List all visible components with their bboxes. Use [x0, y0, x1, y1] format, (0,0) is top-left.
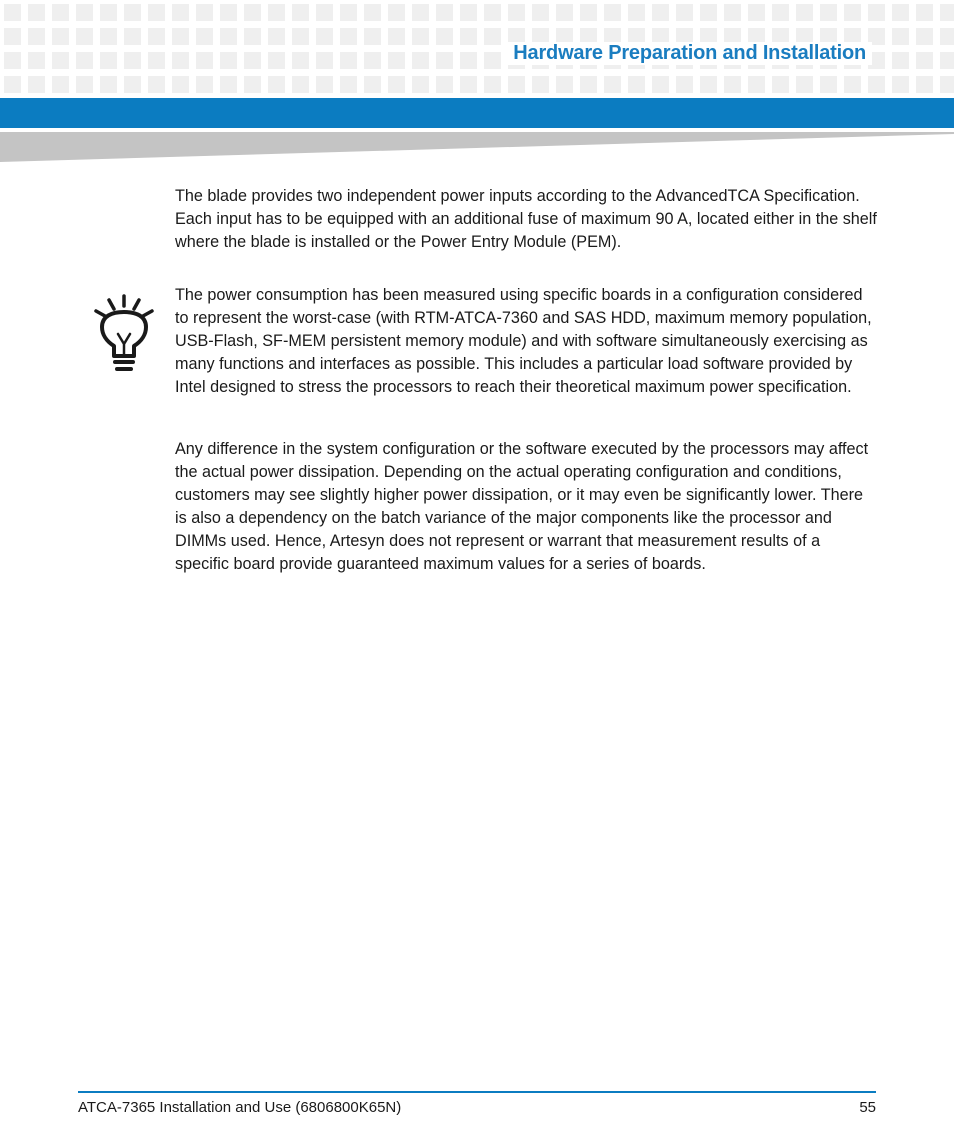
header-grid-square — [940, 28, 954, 45]
header-grid-square — [100, 28, 117, 45]
header-grid-square — [364, 52, 381, 69]
header-grid-square — [388, 28, 405, 45]
header-grid-square — [292, 4, 309, 21]
header-grid-square — [460, 52, 477, 69]
header-grey-wedge — [0, 132, 954, 164]
header-grid-square — [148, 52, 165, 69]
header-grid-square — [4, 76, 21, 93]
header-grid-square — [940, 76, 954, 93]
header-grid-square — [892, 4, 909, 21]
header-grid-square — [268, 28, 285, 45]
header-grid-square — [412, 52, 429, 69]
footer-page-number: 55 — [859, 1099, 876, 1116]
header-grid-square — [604, 76, 621, 93]
header-grid-square — [148, 28, 165, 45]
header-grid-square — [4, 4, 21, 21]
header-grid-square — [316, 76, 333, 93]
header-grid-square — [460, 4, 477, 21]
header-grid-square — [244, 76, 261, 93]
header-grid-square — [532, 76, 549, 93]
header-grid-square — [916, 28, 933, 45]
header-grid-square — [76, 52, 93, 69]
header-grid-square — [604, 4, 621, 21]
header-grid-square — [916, 52, 933, 69]
header-grid-square — [748, 76, 765, 93]
header-grid-square — [364, 76, 381, 93]
header-grid-square — [580, 4, 597, 21]
header-grid-square — [484, 76, 501, 93]
header-grid-square — [916, 76, 933, 93]
header-grid-square — [892, 76, 909, 93]
note-measurement-text: The power consumption has been measured using specific boards in a configuration considered to represent the worst-case (with RTM-ATCA-7360 and SAS HDD, maximum memory population, USB-Flash, SF-MEM persistent memory module) and with software simultaneously exercising as many functions and interfaces as possible. This includes a particular load software provided by Intel designed to stress the processors to reach their theoretical maximum power specification. — [175, 286, 872, 396]
header-grid-square — [412, 76, 429, 93]
header-grid-square — [940, 52, 954, 69]
header-grid-square — [796, 4, 813, 21]
header-grid-square — [556, 76, 573, 93]
header-grid-square — [388, 76, 405, 93]
header-grid-square — [28, 4, 45, 21]
header-grid-square — [28, 28, 45, 45]
header-grid-square — [220, 52, 237, 69]
header-grid-square — [436, 4, 453, 21]
header-grid-square — [388, 4, 405, 21]
header-grid-square — [844, 4, 861, 21]
header-grid-square — [52, 52, 69, 69]
header-grid-square — [700, 4, 717, 21]
header-grid-square — [124, 4, 141, 21]
header-grid-square — [796, 76, 813, 93]
header-grid-square — [892, 52, 909, 69]
header-grid-square — [28, 76, 45, 93]
header-grid-square — [748, 4, 765, 21]
header-grid-square — [364, 4, 381, 21]
header-grid-square — [172, 76, 189, 93]
header-grid-square — [292, 52, 309, 69]
header-grid-square — [820, 4, 837, 21]
header-grid-square — [196, 28, 213, 45]
header-grid-square — [508, 76, 525, 93]
header-grid-square — [724, 76, 741, 93]
header-grid-square — [628, 76, 645, 93]
header-grid-square — [412, 4, 429, 21]
header-grid-square — [820, 76, 837, 93]
header-grid-square — [388, 52, 405, 69]
header-grid-square — [532, 4, 549, 21]
header-grid-square — [268, 76, 285, 93]
header-grid-square — [316, 52, 333, 69]
header-grid-square — [868, 76, 885, 93]
header-grid-square — [244, 4, 261, 21]
header-grid-square — [436, 52, 453, 69]
header-grid-square — [28, 52, 45, 69]
footer-document-title: ATCA-7365 Installation and Use (6806800K65N) — [78, 1099, 402, 1116]
header-grid-square — [364, 28, 381, 45]
intro-paragraph — [175, 185, 877, 254]
header-grid-square — [148, 76, 165, 93]
header-grid-square — [436, 76, 453, 93]
header-grid-square — [916, 4, 933, 21]
note-disclaimer-text: Any difference in the system configuration or the software executed by the processors may affect the actual power dissipation. Depending on the actual operating configuration and conditions, customers may see slightly higher power dissipation, or it may even be significantly lower. There is also a dependency on the batch variance of the major components like the processor and DIMMs used. Hence, Artesyn does not represent or warrant that measurement results of a specific board provide guaranteed maximum values for a series of boards. — [175, 440, 869, 573]
header-grid-square — [292, 28, 309, 45]
header-grid-square — [76, 76, 93, 93]
header-grid-square — [292, 76, 309, 93]
header-grid-square — [244, 52, 261, 69]
header-grid-square — [316, 28, 333, 45]
header-grid-square — [124, 52, 141, 69]
header-grid-square — [76, 4, 93, 21]
header-grid-square — [844, 76, 861, 93]
header-grid-square — [484, 52, 501, 69]
header-grid-square — [100, 52, 117, 69]
header-grid-square — [4, 52, 21, 69]
header-grid-square — [340, 4, 357, 21]
header-grid-square — [340, 28, 357, 45]
header-grid-square — [412, 28, 429, 45]
header-grid-square — [4, 28, 21, 45]
header-grid-square — [196, 4, 213, 21]
header-grid-square — [340, 76, 357, 93]
header-grid-square — [556, 4, 573, 21]
header-grid-square — [628, 4, 645, 21]
header-grid-square — [484, 4, 501, 21]
header-grid-square — [340, 52, 357, 69]
header-grid-square — [172, 28, 189, 45]
header-grid-square — [676, 76, 693, 93]
note-block — [175, 284, 877, 399]
header-grid-square — [940, 4, 954, 21]
header-grid-square — [196, 76, 213, 93]
header-grid-square — [124, 28, 141, 45]
header-grid-square — [724, 4, 741, 21]
header-grid-square — [220, 76, 237, 93]
header-grid-square — [460, 76, 477, 93]
header-grid-square — [700, 76, 717, 93]
header-grid-square — [52, 4, 69, 21]
header-grid-square — [652, 4, 669, 21]
header-grid-square — [508, 4, 525, 21]
header-grid-square — [52, 28, 69, 45]
header-grid-square — [268, 4, 285, 21]
header-grid-square — [172, 52, 189, 69]
header-grid-square — [460, 28, 477, 45]
note-block-continued — [175, 438, 877, 576]
header-grid-square — [100, 76, 117, 93]
header-grid-square — [76, 28, 93, 45]
header-grid-square — [892, 28, 909, 45]
header-grid-square — [100, 4, 117, 21]
header-grid-square — [268, 52, 285, 69]
footer-divider — [78, 1091, 876, 1093]
header-grid-square — [148, 4, 165, 21]
header-grid-square — [772, 76, 789, 93]
header-grid-square — [172, 4, 189, 21]
power-inputs-text: The blade provides two independent power inputs according to the AdvancedTCA Specification. Each input has to be equipped with an additional fuse of maximum 90 A, located either in the shelf where the blade is installed or the Power Entry Module (PEM). — [175, 187, 877, 251]
header-grid-square — [868, 4, 885, 21]
header-blue-bar — [0, 98, 954, 128]
header-grid-square — [580, 76, 597, 93]
header-grid-square — [772, 4, 789, 21]
header-grid-square — [316, 4, 333, 21]
section-title: Hardware Preparation and Installation — [507, 42, 872, 65]
header-grid-square — [436, 28, 453, 45]
lightbulb-icon — [92, 294, 156, 374]
header-grid-square — [676, 4, 693, 21]
header-grid-square — [52, 76, 69, 93]
header-grid-square — [220, 4, 237, 21]
header-grid-square — [196, 52, 213, 69]
header-grid-square — [652, 76, 669, 93]
header-grid-square — [220, 28, 237, 45]
header-grid-square — [244, 28, 261, 45]
header-grid-square — [124, 76, 141, 93]
header-grid-square — [484, 28, 501, 45]
